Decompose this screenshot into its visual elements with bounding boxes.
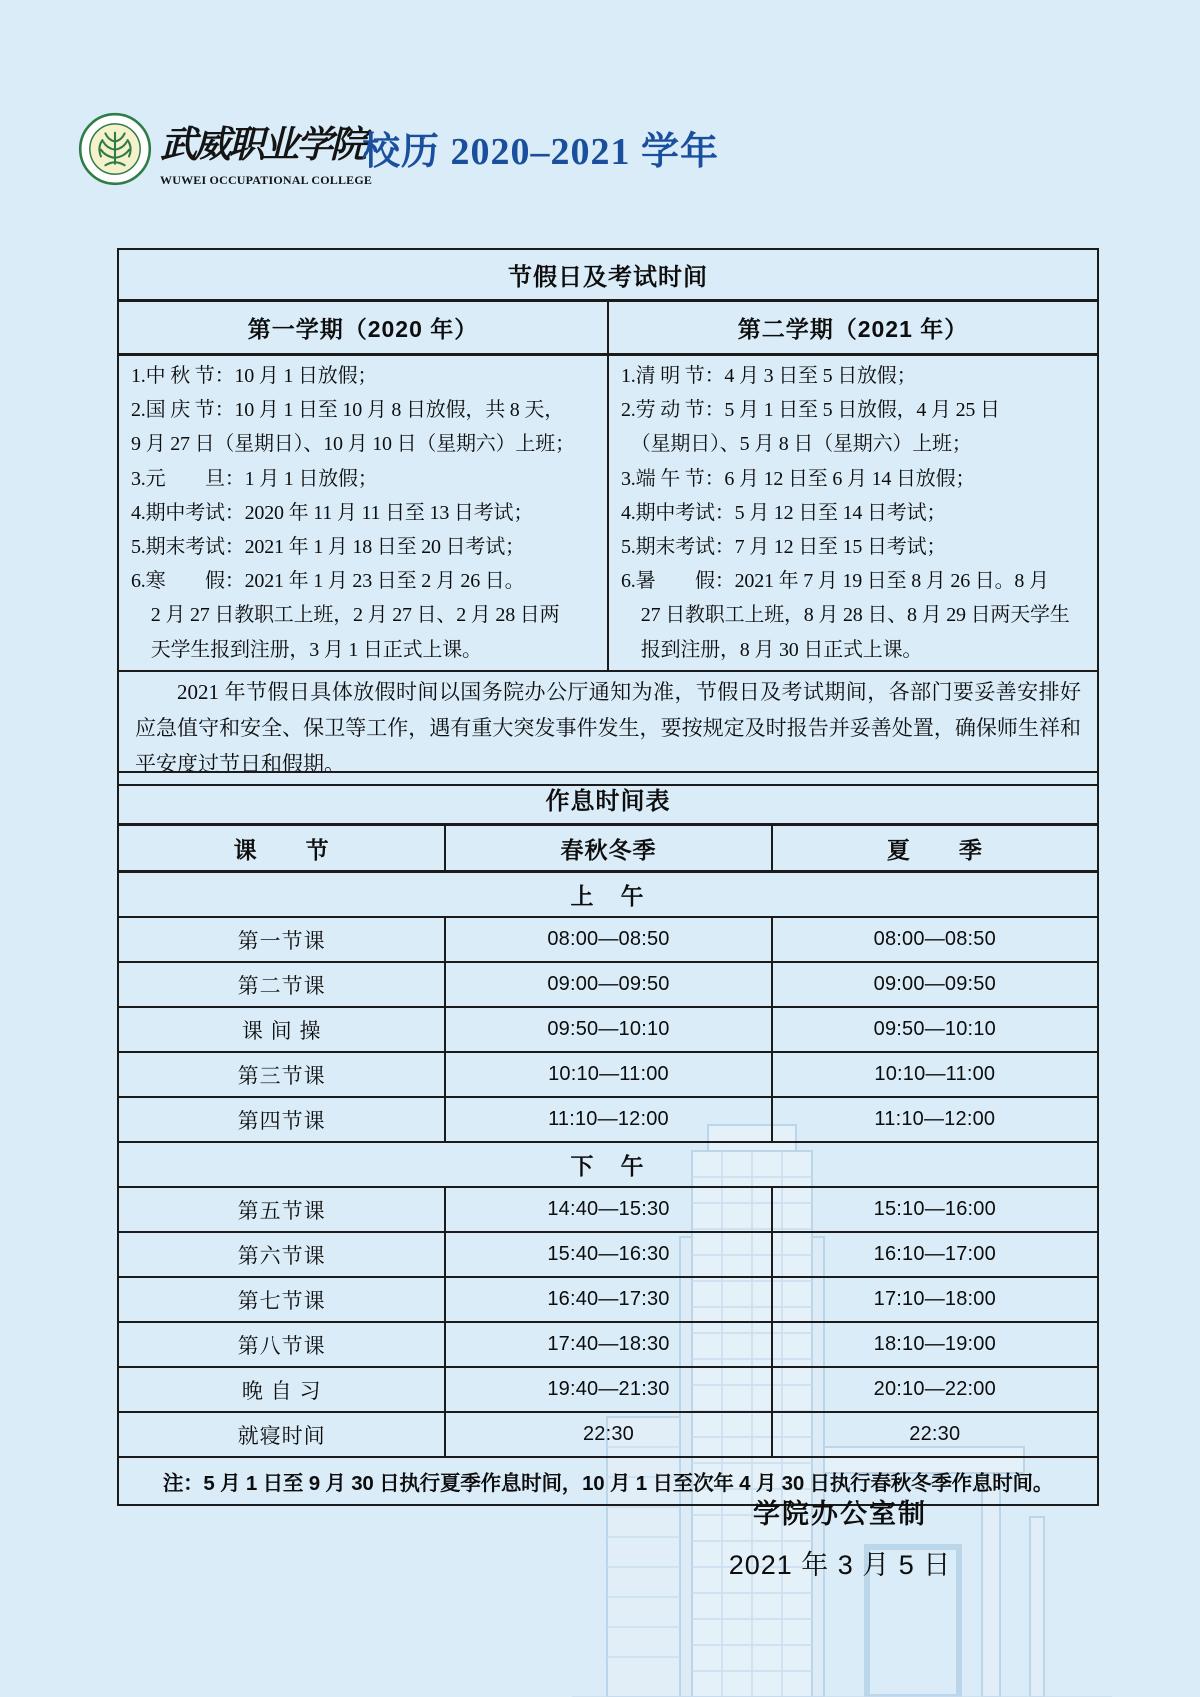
time-spring: 09:00—09:50 <box>445 962 771 1007</box>
college-name-en: WUWEI OCCUPATIONAL COLLEGE <box>160 173 373 187</box>
timetable-title-row <box>118 772 1098 825</box>
college-name-zh: 武威职业学院 <box>160 125 364 166</box>
footer-date: 2021 年 3 月 5 日 <box>728 1550 952 1580</box>
col-header-spring-autumn-winter: 春秋冬季 <box>445 825 771 872</box>
holiday-item: 2.劳 动 节：5 月 1 日至 5 日放假，4 月 25 日 <box>621 399 1000 422</box>
footer-issuer: 学院办公室制 <box>753 1499 927 1529</box>
page-title: 校历 2020–2021 学年 <box>362 131 720 173</box>
period-label: 第一节课 <box>118 917 445 962</box>
period-label: 第六节课 <box>118 1232 445 1277</box>
time-summer: 15:10—16:00 <box>772 1187 1098 1232</box>
time-summer: 10:10—11:00 <box>772 1052 1098 1097</box>
holiday-item: （星期日）、5 月 8 日（星期六）上班； <box>621 433 972 456</box>
timetable <box>117 771 1099 1506</box>
semester-header-row <box>118 301 1098 355</box>
timetable-row <box>118 1322 1098 1367</box>
timetable-title: 作息时间表 <box>118 772 1098 825</box>
time-spring: 10:10—11:00 <box>445 1052 771 1097</box>
holiday-item: 1.清 明 节：4 月 3 日至 5 日放假； <box>621 365 917 387</box>
holiday-exam-table <box>117 248 1099 786</box>
period-label: 第五节课 <box>118 1187 445 1232</box>
time-spring: 09:50—10:10 <box>445 1007 771 1052</box>
timetable-row <box>118 917 1098 962</box>
section-morning-row <box>118 872 1098 918</box>
time-spring: 19:40—21:30 <box>445 1367 771 1412</box>
college-logo <box>78 112 152 186</box>
time-spring: 08:00—08:50 <box>445 917 771 962</box>
time-summer: 18:10—19:00 <box>772 1322 1098 1367</box>
holiday-item: 报到注册，8 月 30 日正式上课。 <box>621 638 923 661</box>
timetable-note: 注：5 月 1 日至 9 月 30 日执行夏季作息时间，10 月 1 日至次年 4 月 30 日执行春秋冬季作息时间。 <box>118 1457 1098 1505</box>
holiday-item: 5.期末考试：2021 年 1 月 18 日至 20 日考试； <box>131 536 525 559</box>
footer <box>600 1492 1080 1582</box>
holiday-note-row <box>118 671 1098 785</box>
period-label: 第八节课 <box>118 1322 445 1367</box>
time-spring: 16:40—17:30 <box>445 1277 771 1322</box>
section-afternoon-label: 下 午 <box>118 1142 1098 1187</box>
holiday-item: 3.元 旦：1 月 1 日放假； <box>131 467 378 490</box>
section-morning-label: 上 午 <box>118 872 1098 918</box>
time-summer: 11:10—12:00 <box>772 1097 1098 1142</box>
semester2-header: 第二学期（2021 年） <box>608 301 1098 355</box>
time-spring: 17:40—18:30 <box>445 1322 771 1367</box>
semester1-header: 第一学期（2020 年） <box>118 301 608 355</box>
holiday-item: 2 月 27 日教职工上班，2 月 27 日、2 月 28 日两 <box>131 604 560 627</box>
time-spring: 22:30 <box>445 1412 771 1457</box>
holiday-item: 27 日教职工上班，8 月 28 日、8 月 29 日两天学生 <box>621 604 1070 627</box>
holiday-item: 6.寒 假：2021 年 1 月 23 日至 2 月 26 日。 <box>131 570 525 593</box>
college-name-block <box>160 114 373 188</box>
section-afternoon-row <box>118 1142 1098 1187</box>
period-label: 第七节课 <box>118 1277 445 1322</box>
holiday-item: 2.国 庆 节：10 月 1 日至 10 月 8 日放假，共 8 天， <box>131 399 564 422</box>
period-label: 就寝时间 <box>118 1412 445 1457</box>
timetable-row <box>118 1187 1098 1232</box>
time-spring: 14:40—15:30 <box>445 1187 771 1232</box>
col-header-summer: 夏 季 <box>772 825 1098 872</box>
time-summer: 22:30 <box>772 1412 1098 1457</box>
time-spring: 11:10—12:00 <box>445 1097 771 1142</box>
timetable-row <box>118 1277 1098 1322</box>
timetable-row <box>118 1412 1098 1457</box>
time-summer: 08:00—08:50 <box>772 917 1098 962</box>
period-label: 第三节课 <box>118 1052 445 1097</box>
time-summer: 16:10—17:00 <box>772 1232 1098 1277</box>
holiday-item: 4.期中考试：2020 年 11 月 11 日至 13 日考试； <box>131 501 534 524</box>
semester-body-row <box>118 355 1098 672</box>
semester1-items <box>118 355 608 672</box>
time-spring: 15:40—16:30 <box>445 1232 771 1277</box>
holiday-table-title-row <box>118 249 1098 301</box>
period-label: 第二节课 <box>118 962 445 1007</box>
timetable-row <box>118 962 1098 1007</box>
timetable-row <box>118 1007 1098 1052</box>
period-label: 晚 自 习 <box>118 1367 445 1412</box>
holiday-table-title: 节假日及考试时间 <box>118 249 1098 301</box>
header <box>0 0 1200 210</box>
col-header-period: 课 节 <box>118 825 445 872</box>
holiday-item: 天学生报到注册，3 月 1 日正式上课。 <box>131 638 482 661</box>
semester2-items <box>608 355 1098 672</box>
holiday-item: 5.期末考试：7 月 12 日至 15 日考试； <box>621 536 947 559</box>
timetable-header-row <box>118 825 1098 872</box>
holiday-item: 6.暑 假：2021 年 7 月 19 日至 8 月 26 日。8 月 <box>621 570 1049 593</box>
timetable-row <box>118 1367 1098 1412</box>
holiday-item: 1.中 秋 节：10 月 1 日放假； <box>131 365 378 387</box>
holiday-item: 3.端 午 节：6 月 12 日至 6 月 14 日放假； <box>621 467 976 490</box>
period-label: 课 间 操 <box>118 1007 445 1052</box>
time-summer: 17:10—18:00 <box>772 1277 1098 1322</box>
time-summer: 09:00—09:50 <box>772 962 1098 1007</box>
timetable-row <box>118 1052 1098 1097</box>
holiday-item: 4.期中考试：5 月 12 日至 14 日考试； <box>621 501 947 524</box>
holiday-item: 9 月 27 日（星期日）、10 月 10 日（星期六）上班； <box>131 433 575 456</box>
period-label: 第四节课 <box>118 1097 445 1142</box>
time-summer: 09:50—10:10 <box>772 1007 1098 1052</box>
holiday-note: 2021 年节假日具体放假时间以国务院办公厅通知为准，节假日及考试期间，各部门要妥善安排好应急值守和安全、保卫等工作，遇有重大突发事件发生，要按规定及时报告并妥善处置，确保师生祥和平安度过节日和假期。 <box>118 671 1098 785</box>
time-summer: 20:10—22:00 <box>772 1367 1098 1412</box>
timetable-row <box>118 1232 1098 1277</box>
timetable-row <box>118 1097 1098 1142</box>
